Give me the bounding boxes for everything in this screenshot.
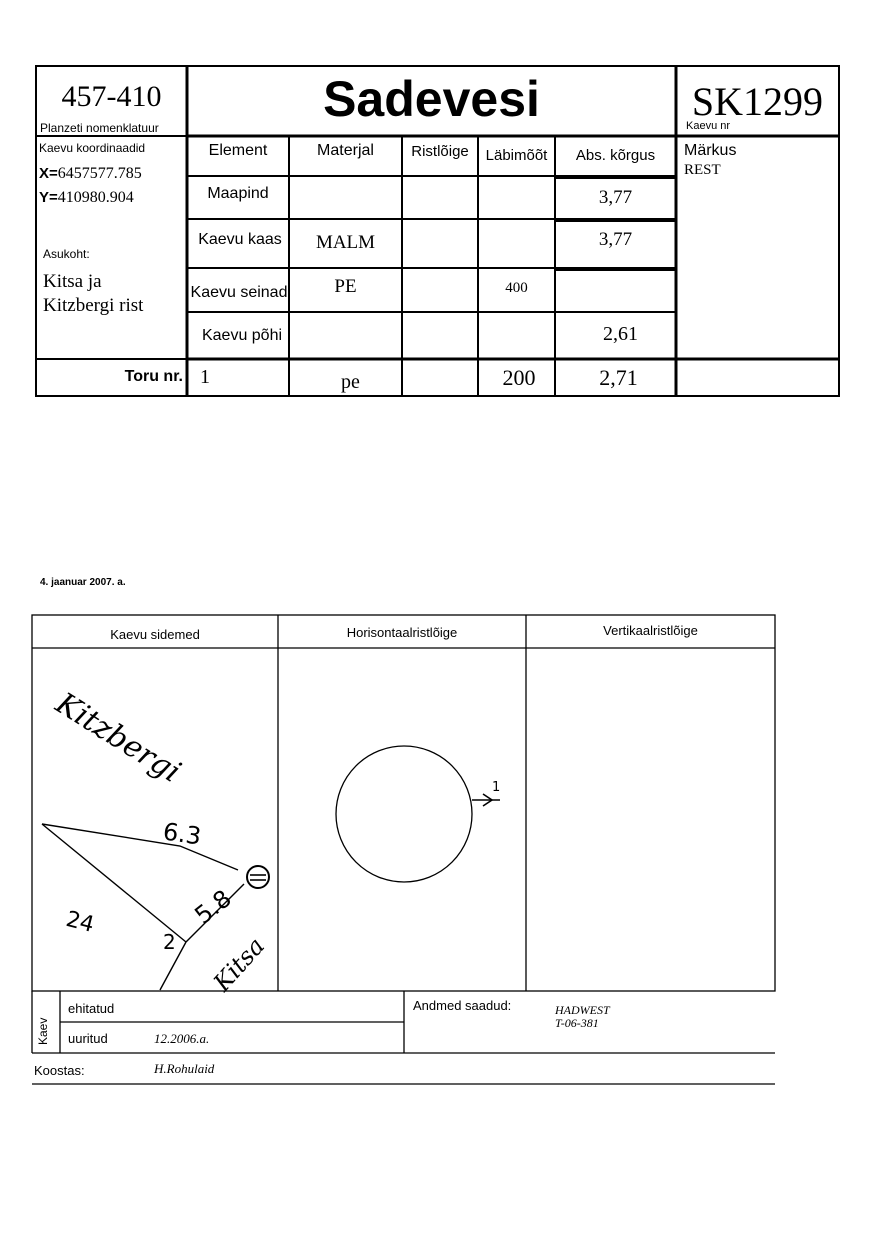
hand-label-kitsa: Kitsa — [208, 932, 271, 997]
row-korgus-kaevu-pohi: 2,61 — [603, 322, 638, 345]
kaevu-nr-value: SK1299 — [691, 79, 824, 124]
planzeti-value: 457-410 — [61, 80, 162, 113]
planzeti-label: Planzeti nomenklatuur — [40, 121, 159, 135]
sketch-header-vertikaal: Vertikaalristlõige — [603, 622, 698, 638]
ehitatud-label: ehitatud — [68, 1001, 115, 1016]
andmed-line-1: HADWEST — [555, 1003, 610, 1017]
hand-label-24: 24 — [63, 906, 97, 939]
y-coordinate-label: Y= — [39, 189, 58, 206]
hand-label-2: 2 — [163, 930, 176, 954]
column-header-labimoot: Läbimõõt — [485, 146, 548, 164]
sketch-header-kaevu-sidemed: Kaevu sidemed — [110, 626, 200, 642]
pipe-label: Toru nr. — [124, 368, 183, 385]
x-coordinate-label: X= — [39, 165, 58, 182]
pipe-korgus: 2,71 — [599, 365, 638, 390]
row-materjal-kaevu-seinad: PE — [334, 276, 357, 297]
y-coordinate-value: 410980.904 — [57, 189, 134, 206]
column-header-materjal: Materjal — [317, 142, 374, 159]
y-coordinate — [39, 189, 134, 207]
koostas-label: Koostas: — [34, 1063, 85, 1078]
row-materjal-kaevu-kaas: MALM — [315, 232, 376, 253]
x-coordinate — [39, 165, 142, 183]
remarks-value: REST — [684, 162, 721, 178]
uuritud-label: uuritud — [68, 1031, 108, 1046]
row-element-maapind: Maapind — [207, 185, 269, 202]
location-line-2: Kitzbergi rist — [43, 295, 144, 316]
row-korgus-kaevu-kaas: 3,77 — [598, 229, 633, 250]
pipe-labimoot: 200 — [502, 365, 536, 390]
column-header-element: Element — [208, 142, 268, 159]
column-header-ristloige: Ristlõige — [411, 142, 469, 160]
andmed-saadud-label: Andmed saadud: — [413, 998, 512, 1013]
row-element-kaevu-seinad: Kaevu seinad — [190, 284, 288, 301]
uuritud-value: 12.2006.a. — [154, 1031, 210, 1046]
koostas-value: H.Rohulaid — [154, 1061, 215, 1076]
document-date: 4. jaanuar 2007. a. — [40, 577, 126, 588]
andmed-saadud-value — [555, 1004, 610, 1030]
location-label: Asukoht: — [43, 247, 90, 261]
remarks-label: Märkus — [684, 142, 737, 159]
pipe-materjal: pe — [341, 370, 360, 393]
hand-label-pipe-number: 1 — [492, 780, 501, 795]
row-labimoot-kaevu-seinad: 400 — [505, 279, 528, 296]
row-korgus-maapind: 3,77 — [598, 187, 633, 208]
row-element-kaevu-pohi: Kaevu põhi — [201, 327, 283, 344]
pipe-nr: 1 — [200, 366, 210, 388]
kaev-label: Kaev — [36, 1017, 50, 1045]
column-header-abs-korgus: Abs. kõrgus — [575, 146, 656, 164]
sketch-header-horisontaal: Horisontaalristlõige — [346, 624, 458, 640]
location-value — [43, 270, 143, 318]
hand-label-5-8: 5.8 — [189, 884, 237, 930]
page-title: Sadevesi — [323, 71, 540, 127]
kaevu-nr-label: Kaevu nr — [686, 120, 731, 132]
hand-label-6-3: 6.3 — [161, 817, 203, 851]
row-element-kaevu-kaas: Kaevu kaas — [198, 231, 282, 248]
hand-label-kitzbergi: Kitzbergi — [49, 686, 187, 790]
coordinates-label: Kaevu koordinaadid — [39, 141, 146, 155]
location-line-1: Kitsa ja — [43, 271, 102, 292]
andmed-line-2: T-06-381 — [555, 1016, 599, 1030]
x-coordinate-value: 6457577.785 — [57, 165, 142, 182]
